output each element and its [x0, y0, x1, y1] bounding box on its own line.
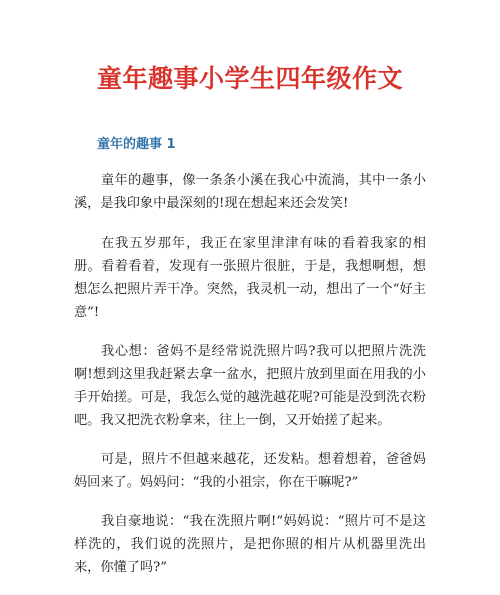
- paragraph-4: 可是，照片不但越来越花，还发粘。想着想着，爸爸妈妈回来了。妈妈问：“我的小祖宗，你在干嘛呢?”: [74, 452, 426, 490]
- paragraph-2: 在我五岁那年，我正在家里津津有味的看着我家的相册。看着看着，发现有一张照片很脏，于是，我想啊想，想想怎么把照片弄干净。突然，我灵机一动，想出了一个“好主意”!: [74, 236, 426, 320]
- paragraph-1: 童年的趣事，像一条条小溪在我心中流淌，其中一条小溪，是我印象中最深刻的!现在想起来还会发笑!: [74, 173, 426, 211]
- paragraph-3: 我心想：爸妈不是经常说洗照片吗?我可以把照片洗洗啊!想到这里我赶紧去拿一盆水，把照片放到里面在用我的小手开始搓。可是，我怎么觉的越洗越花呢?可能是没到洗衣粉吧。我又把洗衣粉拿来，往上一倒，又开始搓了起来。: [74, 344, 426, 428]
- section-heading: 童年的趣事 1: [97, 137, 176, 152]
- page-title: 童年趣事小学生四年级作文: [96, 64, 403, 93]
- article-body: [74, 169, 426, 595]
- paragraph-5: 我自豪地说：“我在洗照片啊!”妈妈说：“照片可不是这样洗的，我们说的洗照片，是把你照的相片从机器里洗出来，你懂了吗?”: [74, 514, 426, 575]
